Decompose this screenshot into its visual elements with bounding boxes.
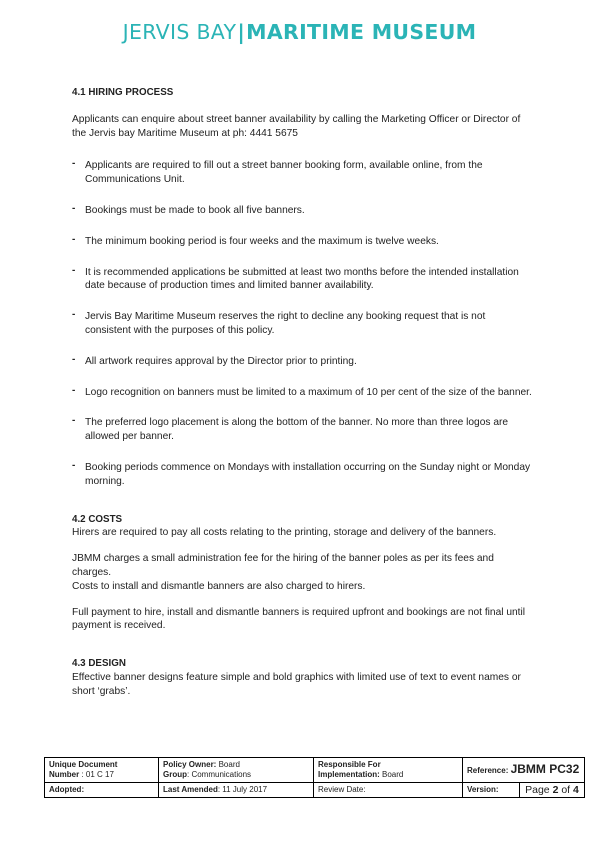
logo-jervis-bay: JERVIS BAY	[122, 20, 237, 44]
list-item: - The minimum booking period is four weeks and the maximum is twelve weeks.	[72, 233, 439, 247]
dash-bullet-icon: -	[72, 158, 76, 170]
list-item: - Booking periods commence on Mondays with installation occurring on the Sunday night or Monday morning.	[72, 459, 531, 487]
page-number-cell: Page 2 of 4	[520, 783, 585, 798]
costs-paragraph-1: Hirers are required to pay all costs relating to the printing, storage and delivery of the banners.	[72, 527, 497, 539]
document-body	[72, 86, 532, 699]
dash-bullet-icon: -	[72, 459, 76, 471]
list-item: - Bookings must be made to book all five banners.	[72, 202, 305, 216]
costs-paragraph-3: Costs to install and dismantle banners are also charged to hirers.	[72, 580, 366, 592]
reference-cell: Reference: JBMM PC32	[463, 758, 585, 783]
dash-bullet-icon: -	[72, 202, 76, 214]
design-paragraph-1: Effective banner designs feature simple and bold graphics with limited use of text to event names or short ‘grabs’.	[72, 671, 521, 697]
logo-divider: |	[237, 20, 246, 44]
costs-paragraph-4: Full payment to hire, install and dismantle banners is required upfront and bookings are not final until payment is received.	[72, 606, 526, 632]
dash-bullet-icon: -	[72, 264, 76, 276]
table-row	[45, 783, 585, 798]
section-heading-design: 4.3 DESIGN	[72, 658, 126, 670]
document-control-table	[44, 757, 585, 798]
list-item: - Jervis Bay Maritime Museum reserves the right to decline any booking request that is not consistent with the purposes of this policy.	[72, 309, 486, 336]
list-item: - All artwork requires approval by the Director prior to printing.	[72, 353, 357, 367]
adopted-cell: Adopted:	[45, 783, 159, 798]
dash-bullet-icon: -	[72, 353, 76, 365]
list-item: - Logo recognition on banners must be limited to a maximum of 10 per cent of the size of the banner.	[72, 384, 532, 398]
section-heading-costs: 4.2 COSTS	[72, 513, 123, 525]
museum-logo	[0, 20, 599, 44]
hiring-intro: Applicants can enquire about street banner availability by calling the Marketing Officer or Director of the Jervis bay Maritime Museum at ph: 4441 5675	[72, 113, 521, 139]
costs-paragraph-2: JBMM charges a small administration fee for the hiring of the banner poles as per its fees and charges.	[72, 553, 494, 578]
dash-bullet-icon: -	[72, 384, 76, 396]
logo-maritime-museum: MARITIME MUSEUM	[246, 20, 477, 44]
responsible-cell: Responsible For Implementation: Board	[314, 758, 463, 783]
dash-bullet-icon: -	[72, 309, 76, 321]
review-date-cell: Review Date:	[314, 783, 463, 798]
dash-bullet-icon: -	[72, 233, 76, 245]
unique-document-cell: Unique Document Number : 01 C 17	[45, 758, 159, 783]
list-item: - The preferred logo placement is along the bottom of the banner. No more than three logos are allowed per banner.	[72, 415, 509, 443]
hiring-bullet-list	[72, 159, 532, 488]
last-amended-cell: Last Amended: 11 July 2017	[159, 783, 314, 798]
list-item: - Applicants are required to fill out a street banner booking form, available online, from the Communications Unit.	[72, 158, 483, 186]
section-heading-hiring: 4.1 HIRING PROCESS	[72, 87, 174, 98]
version-cell: Version:	[463, 783, 520, 798]
dash-bullet-icon: -	[72, 415, 76, 427]
table-row	[45, 758, 585, 783]
list-item: - It is recommended applications be submitted at least two months before the intended installation date because of production times and limited banner availability.	[72, 264, 519, 292]
policy-owner-cell: Policy Owner: Board Group: Communications	[159, 758, 314, 783]
